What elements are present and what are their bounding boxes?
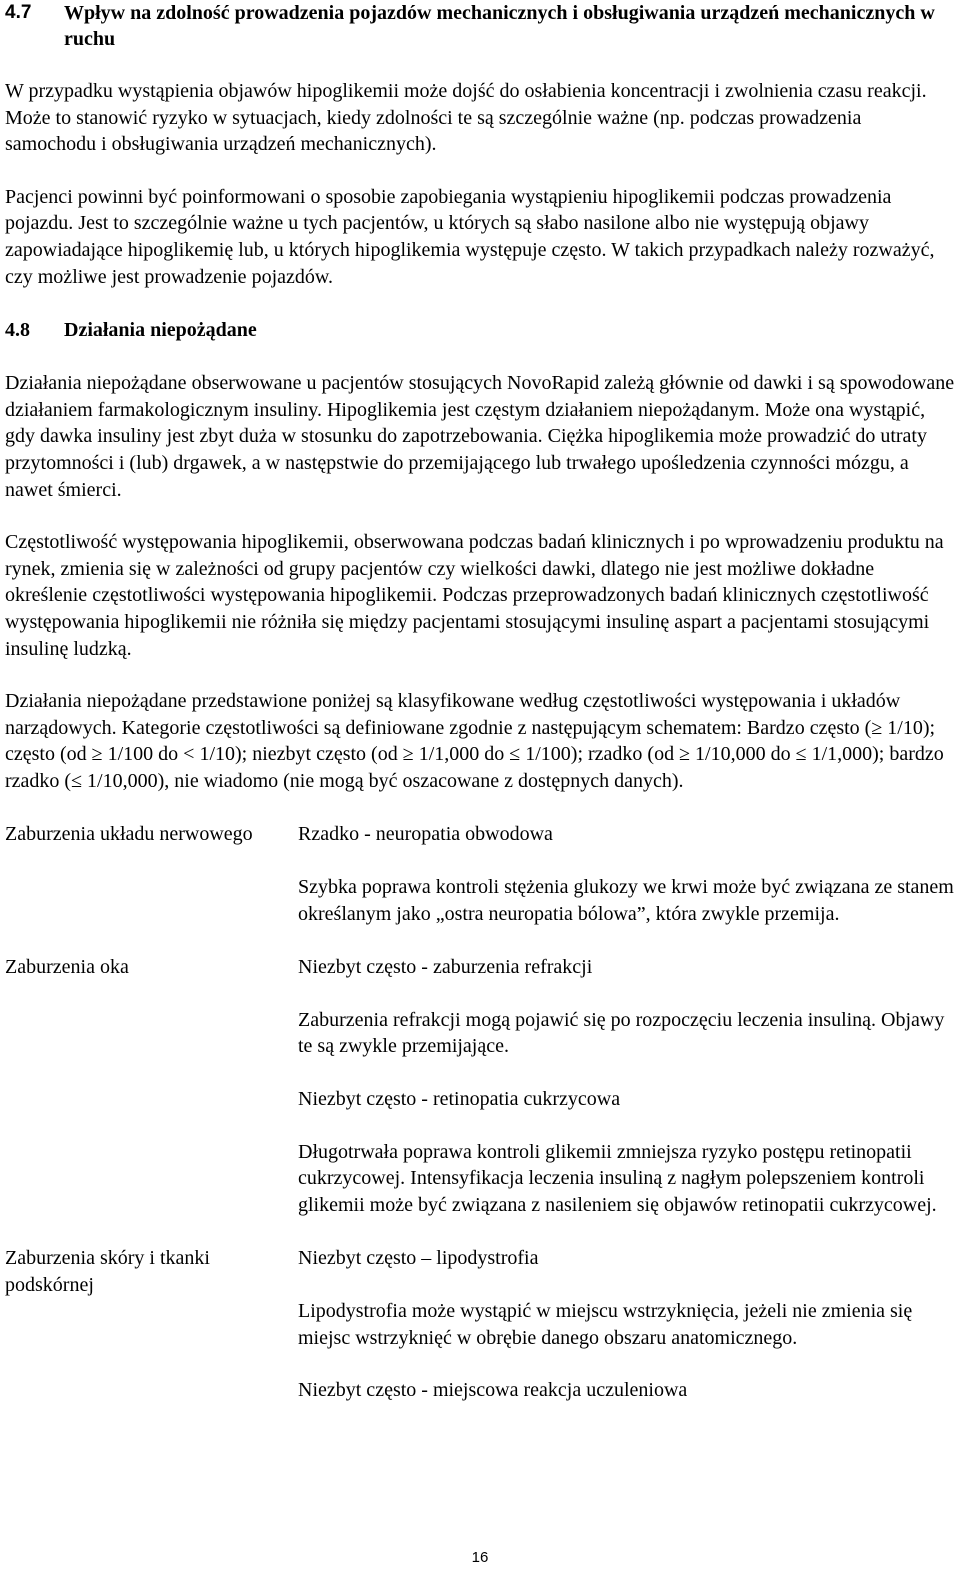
entry-lipodystrophy: Niezbyt często – lipodystrofia [298,1247,539,1270]
entry-retinopathy: Niezbyt często - retinopatia cukrzycowa [298,1088,621,1111]
entry-refraction-note: Zaburzenia refrakcji mogą pojawić się po rozpoczęciu leczenia insuliną. Objawy te są zwykle przemijające. [298,1008,945,1058]
paragraph-4-7-1: W przypadku wystąpienia objawów hipoglikemii może dojść do osłabienia koncentracji i zwolnienia czasu reakcji. Może to stanowić ryzyko w sytuacjach, kiedy zdolności te są szczególnie ważne (np. podczas prowadzenia samochodu i obsługiwania urządzeń mechanicznych). [5,80,927,156]
section-4-7-number: 4.7 [5,2,32,23]
entry-refraction: Niezbyt często - zaburzenia refrakcji [298,956,593,979]
entry-retinopathy-note: Długotrwała poprawa kontroli glikemii zmniejsza ryzyko postępu retinopatii cukrzycowej. Intensyfikacja leczenia insuliną z nagłym polepszeniem kontroli glikemii może być związana z nasileniem się objawów retinopatii cukrzycowej. [298,1140,937,1216]
soc-nervous-system: Zaburzenia układu nerwowego [5,823,253,846]
section-4-7-title: Wpływ na zdolność prowadzenia pojazdów mechanicznych i obsługiwania urządzeń mechanicznych w ruchu [64,2,935,50]
section-4-8-number: 4.8 [5,319,30,342]
document-page [5,0,955,1404]
entry-lipodystrophy-note: Lipodystrofia może wystąpić w miejscu wstrzyknięcia, jeżeli nie zmienia się miejsc wstrzyknięć w obrębie danego obszaru anatomicznego. [298,1300,913,1349]
paragraph-4-8-1: Działania niepożądane obserwowane u pacjentów stosujących NovoRapid zależą głównie od dawki i są spowodowane działaniem farmakologicznym insuliny. Hipoglikemia jest częstym działaniem niepożądanym. Może ona wystąpić, gdy dawka insuliny jest zbyt duża w stosunku do zapotrzebowania. Ciężka hipoglikemia może prowadzić do utraty przytomności i (lub) drgawek, a w następstwie do przemijającego lub trwałego upośledzenia czynności mózgu, a nawet śmierci. [5,372,955,501]
table-row [5,821,955,927]
page-number: 16 [471,1549,489,1566]
section-4-8-heading [5,317,955,343]
section-4-7-heading [5,0,955,52]
soc-eye: Zaburzenia oka [5,956,129,979]
adverse-reactions-table [5,821,955,1403]
table-row [5,954,955,1218]
soc-skin: Zaburzenia skóry i tkanki podskórnej [5,1247,210,1296]
paragraph-4-7-2: Pacjenci powinni być poinformowani o sposobie zapobiegania wystąpieniu hipoglikemii podczas prowadzenia pojazdu. Jest to szczególnie ważne u tych pacjentów, u których są słabo nasilone albo nie występują objawy zapowiadające hipoglikemię lub, u których hipoglikemia występuje często. W takich przypadkach należy rozważyć, czy możliwe jest prowadzenie pojazdów. [5,185,935,288]
entry-peripheral-neuropathy: Rzadko - neuropatia obwodowa [298,823,553,846]
entry-pain-neuropathy-note: Szybka poprawa kontroli stężenia glukozy we krwi może być związana ze stanem określanym jako „ostra neuropatia bólowa”, która zwykle przemija. [298,876,954,925]
paragraph-4-8-3: Działania niepożądane przedstawione poniżej są klasyfikowane według częstotliwości występowania i układów narządowych. Kategorie częstotliwości są definiowane zgodnie z następującym schematem: Bardzo często (≥ 1/10); często (od ≥ 1/100 do < 1/10); niezbyt często (od ≥ 1/1,000 do ≤ 1/100); rzadko (od ≥ 1/10,000 do ≤ 1/1,000); bardzo rzadko (≤ 1/10,000), nie wiadomo (nie mogą być oszacowane z dostępnych danych). [5,690,944,792]
entry-local-allergic-reaction: Niezbyt często - miejscowa reakcja uczuleniowa [298,1379,688,1402]
section-4-8-title: Działania niepożądane [64,319,257,342]
paragraph-4-8-2: Częstotliwość występowania hipoglikemii, obserwowana podczas badań klinicznych i po wprowadzeniu produktu na rynek, zmienia się w zależności od grupy pacjentów czy wielkości dawki, dlatego nie jest możliwe dokładne określenie częstotliwości występowania hipoglikemii. Podczas przeprowadzonych badań klinicznych częstotliwość występowania hipoglikemii nie różniła się między pacjentami stosującymi insulinę aspart a pacjentami stosującymi insulinę ludzką. [5,531,944,660]
table-row [5,1245,955,1403]
